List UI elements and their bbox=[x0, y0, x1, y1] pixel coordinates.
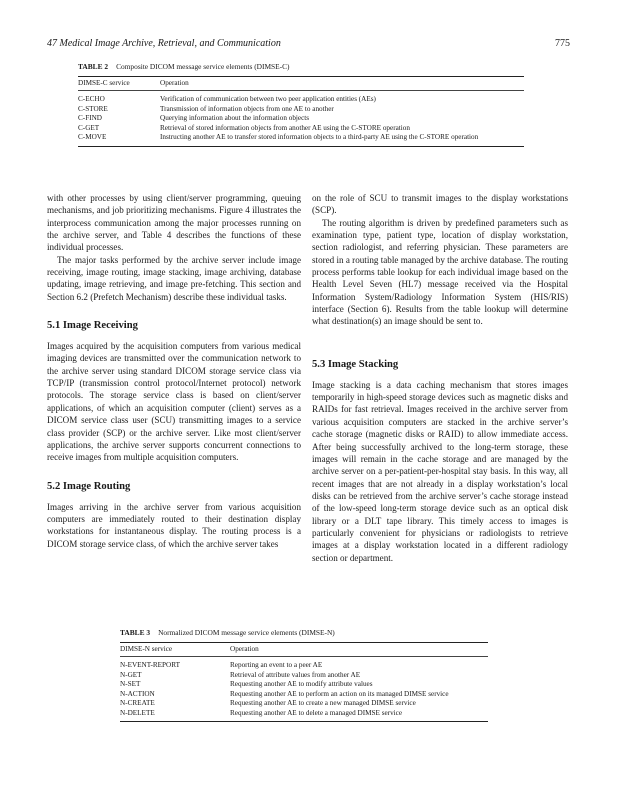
table-row bbox=[78, 105, 524, 115]
section-heading-5-3: 5.3 Image Stacking bbox=[312, 358, 399, 370]
right-column bbox=[312, 192, 568, 564]
table-cell-operation: Requesting another AE to create a new managed DIMSE service bbox=[230, 699, 416, 708]
table-cell-operation: Verification of communication between two peer application entities (AEs) bbox=[160, 95, 376, 104]
paragraph: Images arriving in the archive server from various acquisition computers are immediately routed to their destination display workstations for instantaneous display. The routing process is a DICOM storage service class, of which the archive server takes bbox=[47, 501, 301, 549]
table-row bbox=[120, 709, 488, 719]
table-row bbox=[78, 133, 524, 143]
table-cell-service: C-MOVE bbox=[78, 133, 107, 142]
table-cell-service: C-GET bbox=[78, 123, 100, 132]
paragraph: Images acquired by the acquisition computers from various medical imaging devices are transmitted over the communication network to the archive server using standard DICOM storage service class via TCP/IP (transmission control protocol/Internet protocol) network protocols. The storage service class is based on client/server applications, of which an acquisition computer (client) serves as a DICOM service class user (SCU) transmitting images to a service class provider (SCP) or the archive server. Like most client/server applications, the archive server supports concurrent connections to receive images from multiple acquisition computers. bbox=[47, 341, 301, 463]
table-cell-service: N-EVENT-REPORT bbox=[120, 661, 180, 670]
table-3-title: Normalized DICOM message service elements (DIMSE-N) bbox=[158, 628, 335, 637]
table-cell-operation: Querying information about the information objects bbox=[160, 114, 310, 123]
section-heading-5-2: 5.2 Image Routing bbox=[47, 480, 131, 492]
table-2-title: Composite DICOM message service elements (DIMSE-C) bbox=[116, 62, 290, 71]
table-2-caption bbox=[78, 62, 524, 72]
table-cell-service: N-DELETE bbox=[120, 708, 155, 717]
table-2-header-row bbox=[78, 77, 524, 91]
table-3-header-service: DIMSE-N service bbox=[120, 644, 173, 653]
table-3-caption bbox=[120, 628, 488, 638]
table-cell-operation: Instructing another AE to transfer stored information objects to a third-party AE using the C-STORE operation bbox=[160, 133, 479, 142]
table-row bbox=[120, 671, 488, 681]
table-row bbox=[120, 680, 488, 690]
table-3-header-row bbox=[120, 643, 488, 657]
table-2-label: TABLE 2 bbox=[78, 62, 109, 71]
section-heading-5-1: 5.1 Image Receiving bbox=[47, 320, 138, 332]
running-title: 47 Medical Image Archive, Retrieval, and Communication bbox=[47, 38, 281, 49]
table-cell-operation: Retrieval of stored information objects from another AE using the C-STORE operation bbox=[160, 123, 410, 132]
paragraph: on the role of SCU to transmit images to the display workstations (SCP). bbox=[312, 193, 568, 216]
table-3-body bbox=[120, 657, 488, 721]
paragraph: with other processes by using client/server programming, queuing mechanisms, and job prioritizing mechanisms. Figure 4 illustrates the interprocess communication among the major processes running on the archive server, and Table 4 describes the functions of these individual processes. bbox=[47, 193, 301, 253]
page-header bbox=[47, 38, 570, 52]
table-cell-service: N-ACTION bbox=[120, 689, 155, 698]
table-row bbox=[120, 690, 488, 700]
table-cell-service: C-ECHO bbox=[78, 95, 105, 104]
table-row bbox=[78, 114, 524, 124]
table-cell-operation: Reporting an event to a peer AE bbox=[230, 661, 323, 670]
table-2-header-operation: Operation bbox=[160, 78, 189, 87]
table-cell-operation: Requesting another AE to modify attribute values bbox=[230, 680, 373, 689]
table-row bbox=[78, 95, 524, 105]
table-2 bbox=[78, 62, 524, 147]
table-row bbox=[120, 699, 488, 709]
table-3-label: TABLE 3 bbox=[120, 628, 151, 637]
table-2-header-service: DIMSE-C service bbox=[78, 78, 130, 87]
table-row bbox=[120, 661, 488, 671]
paragraph: The major tasks performed by the archive server include image receiving, image routing, image stacking, image archiving, database updating, image retrieving, and image pre-fetching. This section and Section 6.2 (Prefetch Mechanism) describe these individual tasks. bbox=[47, 254, 301, 302]
table-cell-operation: Transmission of information objects from one AE to another bbox=[160, 104, 334, 113]
page-number: 775 bbox=[555, 38, 570, 49]
table-cell-service: C-FIND bbox=[78, 114, 102, 123]
table-cell-operation: Retrieval of attribute values from another AE bbox=[230, 670, 361, 679]
left-column bbox=[47, 192, 301, 550]
table-row bbox=[78, 124, 524, 134]
table-cell-operation: Requesting another AE to delete a managed DIMSE service bbox=[230, 708, 403, 717]
table-2-body bbox=[78, 91, 524, 146]
table-cell-service: N-SET bbox=[120, 680, 141, 689]
paragraph: Image stacking is a data caching mechanism that stores images temporarily in high-speed storage devices such as magnetic disks and RAIDs for fast retrieval. Images received in the archive server from various acquisition computers are stacked in the archive server’s cache storage (magnetic disks or RAID) to allow immediate access. After being successfully archived to the long-term storage, these images will remain in the cache storage and are managed by the archive server on a per-patient-per-hospital stay basis. In this way, all recent images that are not already in a display workstation’s local disks can be retrieved from the archive server’s cache storage instead of the low-speed long-term storage device such as an optical disk library or a DLT tape library. This timely access to images is particularly convenient for physicians or radiologists to retrieve images at a display workstation located in a different radiology section or department. bbox=[312, 379, 568, 563]
table-cell-service: C-STORE bbox=[78, 104, 108, 113]
table-3 bbox=[120, 628, 488, 722]
table-2-bottom-rule bbox=[78, 146, 524, 147]
table-3-header-operation: Operation bbox=[230, 644, 259, 653]
paragraph: The routing algorithm is driven by predefined parameters such as examination type, patient type, location of display workstation, section radiologist, and referring physician. These parameters are stored in a routing table managed by the archive database. The routing process performs table lookup for each individual image based on the Health Level Seven (HL7) message received via the Hospital Information System/Radiology Information System (HIS/RIS) interface (Section 6). Results from the table lookup will determine what destination(s) an image should be sent to. bbox=[312, 217, 568, 327]
table-cell-service: N-CREATE bbox=[120, 699, 155, 708]
table-cell-service: N-GET bbox=[120, 670, 142, 679]
table-3-bottom-rule bbox=[120, 721, 488, 722]
table-cell-operation: Requesting another AE to perform an action on its managed DIMSE service bbox=[230, 689, 449, 698]
